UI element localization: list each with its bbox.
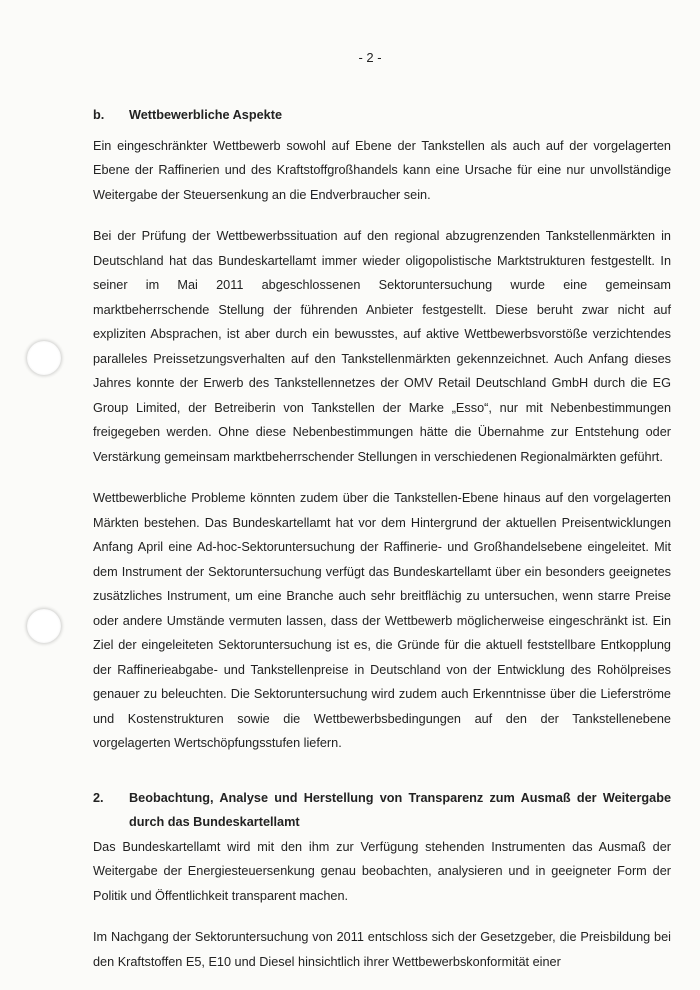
- paragraph: Ein eingeschränkter Wettbewerb sowohl auf Ebene der Tankstellen als auch auf der vorgelagerten Ebene der Raffinerien und des Kraftstoffgroßhandels kann eine Ursache für eine nur unvollständige Weitergabe der Steuersenkung an die Endverbraucher sein.: [93, 138, 671, 202]
- paragraph: Das Bundeskartellamt wird mit den ihm zur Verfügung stehenden Instrumenten das Ausmaß der Weitergabe der Energiesteuersenkung genau beobachten, analysieren und in geeigneter Form der Politik und Öffentlichkeit transparent machen.: [93, 839, 671, 903]
- punch-hole: [27, 341, 61, 375]
- paragraph: Wettbewerbliche Probleme könnten zudem über die Tankstellen-Ebene hinaus auf den vorgelagerten Märkten bestehen. Das Bundeskartellamt hat vor dem Hintergrund der aktuellen Preisentwicklungen Anfang April eine Ad-hoc-Sektoruntersuchung der Raffinerie- und Großhandelsebene eingeleitet. Mit dem Instrument der Sektoruntersuchung verfügt das Bundeskartellamt über ein besonders geeignetes zusätzliches Instrument, um eine Branche auch sehr breitflächig zu untersuchen, wenn starre Preise oder andere Umstände vermuten lassen, dass der Wettbewerb möglicherweise eingeschränkt ist. Ein Ziel der eingeleiteten Sektoruntersuchung ist es, die Gründe für die aktuell feststellbare Entkopplung der Raffinerieabgabe- und Tankstellenpreise in Deutschland von der Entwicklung des Rohölpreises genauer zu beleuchten. Die Sektoruntersuchung wird zudem auch Erkenntnisse über die Lieferströme und Kostenstrukturen sowie die Wettbewerbsbedingungen auf den der Tankstellenebene vorgelagerten Wertschöpfungsstufen liefern.: [93, 491, 671, 750]
- section-b-marker: b.: [93, 108, 105, 122]
- section-b-title: Wettbewerbliche Aspekte: [129, 108, 282, 122]
- punch-hole: [27, 609, 61, 643]
- page-number: - 2 -: [358, 50, 382, 65]
- document-body: [93, 103, 671, 974]
- section-2-marker: 2.: [93, 790, 104, 805]
- paragraph: Bei der Prüfung der Wettbewerbssituation auf den regional abzugrenzenden Tankstellenmärkten in Deutschland hat das Bundeskartellamt immer wieder oligopolistische Marktstrukturen festgestellt. In seiner im Mai 2011 abgeschlossenen Sektoruntersuchung wurde eine gemeinsam marktbeherrschende Stellung der führenden Anbieter festgestellt. Diese beruht zwar nicht auf expliziten Absprachen, ist aber durch ein bewusstes, auf aktive Wettbewerbsvorstöße verzichtendes paralleles Preissetzungsverhalten auf den Tankstellenmärkten gekennzeichnet. Auch Anfang dieses Jahres konnte der Erwerb des Tankstellennetzes der OMV Retail Deutschland GmbH durch die EG Group Limited, der Betreiberin von Tankstellen der Marke „Esso“, nur mit Nebenbestimmungen freigegeben werden. Ohne diese Nebenbestimmungen hätte die Übernahme zur Entstehung oder Verstärkung gemeinsam marktbeherrschender Stellungen in verschiedenen Regionalmärkten geführt.: [93, 229, 671, 464]
- section-2-heading: [93, 786, 671, 835]
- paragraph: Im Nachgang der Sektoruntersuchung von 2011 entschloss sich der Gesetzgeber, die Preisbildung bei den Kraftstoffen E5, E10 und Diesel hinsichtlich ihrer Wettbewerbskonformität einer: [93, 930, 671, 969]
- section-2-title: Beobachtung, Analyse und Herstellung von Transparenz zum Ausmaß der Weitergabe durch das Bundeskartellamt: [129, 790, 671, 829]
- section-b-heading: [93, 103, 671, 128]
